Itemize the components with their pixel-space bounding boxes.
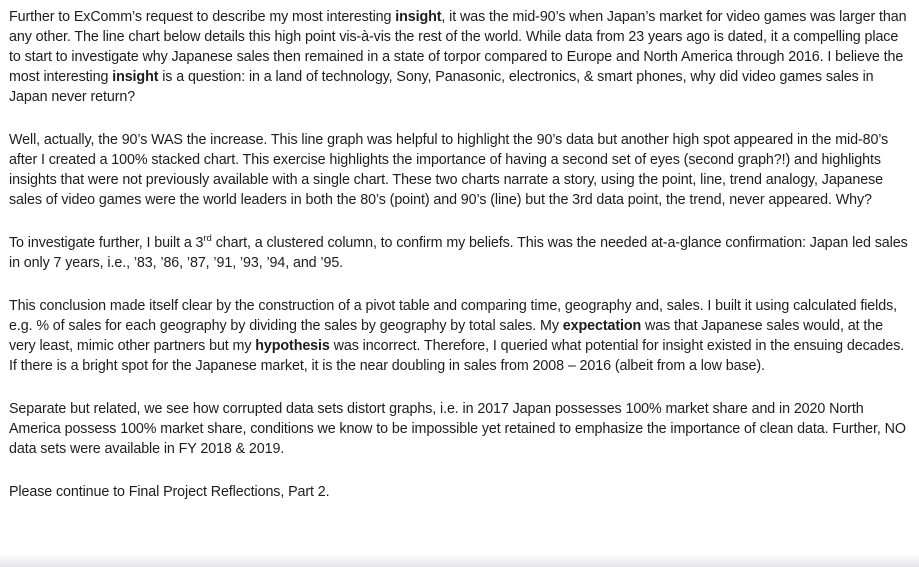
paragraph-insight-intro — [9, 7, 909, 107]
text-run: was incorrect. Therefore, I queried what potential for insight existed in the ensuing decades. If there is a bright spot for the Japanese market, it is the near doubling in sales from 2008 – 2016 (albeit from a low base). — [9, 338, 905, 374]
paragraph-clustered-column — [9, 233, 909, 273]
text-run: Separate but related, we see how corrupted data sets distort graphs, i.e. in 2017 Japan possesses 100% market share and in 2020 North America possess 100% market share, conditions we know to be impossible yet retained to emphasize the importance of clean data. Further, NO data sets were available in FY 2018 & 2019. — [9, 401, 906, 457]
text-run: chart, a clustered column, to confirm my beliefs. This was the needed at-a-glance confirmation: Japan led sales in only 7 years, i.e., ’83, ’86, ’87, ’91, ’93, ’94, and ’95. — [9, 235, 908, 271]
text-run: , it was the mid-90’s when Japan’s market for video games was larger than any other. The line chart below details this high point vis-à-vis the rest of the world. While data from 23 years ago is dated, it a compelling place to start to investigate why Japanese sales then remained in a state of torpor compared to Europe and North America through 2016. I believe the most interesting — [9, 9, 907, 85]
paragraph-stacked-chart — [9, 130, 909, 210]
paragraph-corrupted-data — [9, 399, 909, 459]
page-bottom-edge — [0, 554, 919, 567]
text-run-bold-insight: insight — [112, 69, 159, 85]
text-run-bold-expectation: expectation — [562, 318, 642, 334]
text-run: was that Japanese sales would, at the very least, mimic other partners but my — [9, 318, 883, 354]
text-run: To investigate further, I built a 3 — [9, 235, 204, 251]
text-run: This conclusion made itself clear by the construction of a pivot table and comparing time, geography and, sales. I built it using calculated fields, e.g. % of sales for each geography by dividing the sales by geography by total sales. My — [9, 298, 897, 334]
text-run-bold-hypothesis: hypothesis — [255, 338, 330, 354]
text-run: Well, actually, the 90’s WAS the increase. This line graph was helpful to highlight the 90’s data but another high spot appeared in the mid-80’s after I created a 100% stacked chart. This exercise highlights the importance of having a second set of eyes (second graph?!) and highlights insights that were not previously available with a single chart. These two charts narrate a story, using the point, line, trend analogy, Japanese sales of video games were the world leaders in both the 80’s (point) and 90’s (line) but the 3rd data point, the trend, never appeared. Why? — [9, 132, 889, 208]
text-run: Further to ExComm’s request to describe my most interesting — [9, 9, 396, 25]
text-run: Please continue to Final Project Reflections, Part 2. — [9, 484, 330, 500]
paragraph-continue-note — [9, 482, 909, 502]
text-run-superscript: rd — [203, 233, 212, 245]
paragraph-pivot-table — [9, 296, 909, 376]
text-run-bold-insight: insight — [395, 9, 442, 25]
text-run: is a question: in a land of technology, Sony, Panasonic, electronics, & smart phones, why did video games sales in Japan never return? — [9, 69, 874, 105]
